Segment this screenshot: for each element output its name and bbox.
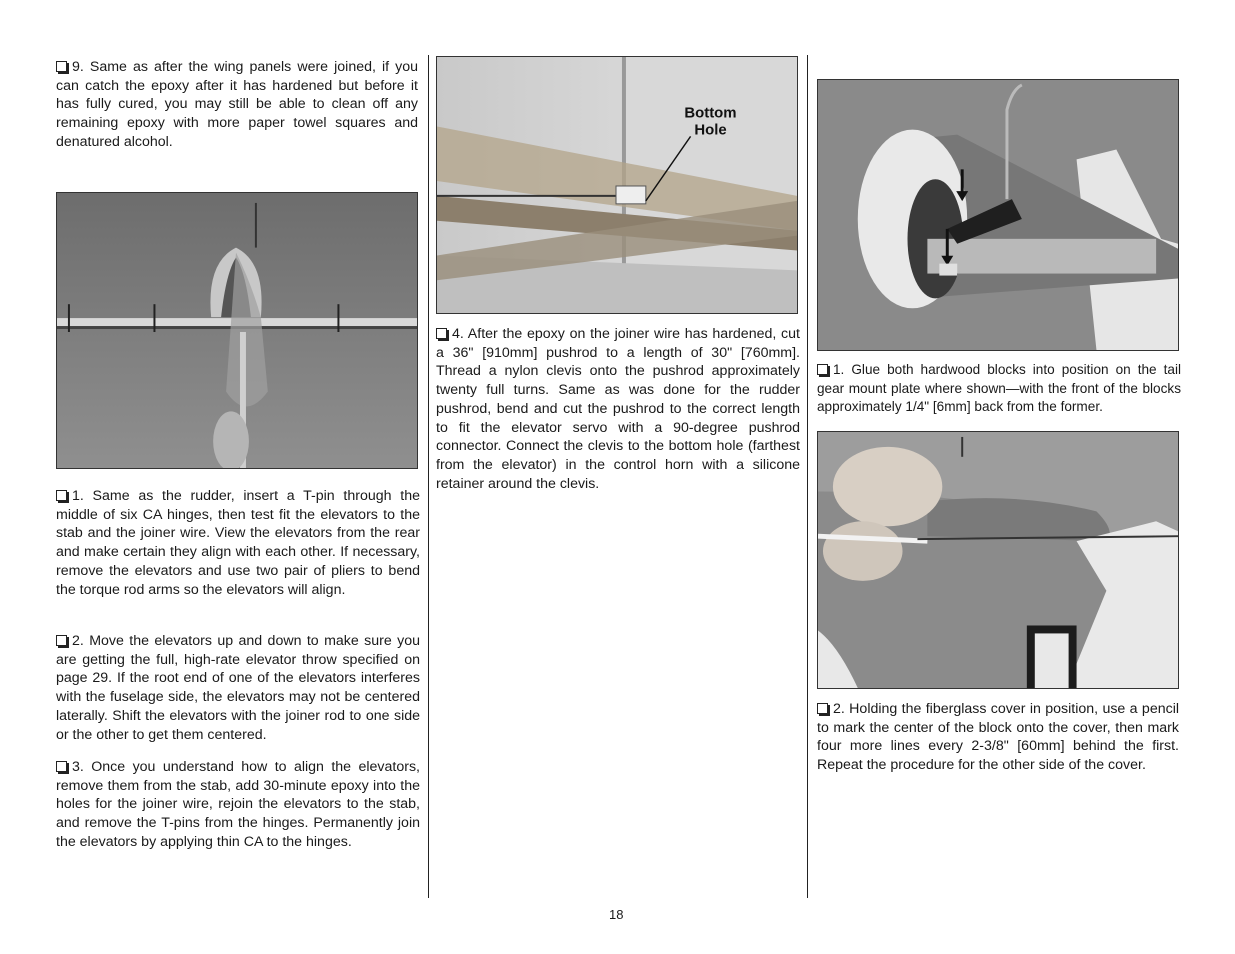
page-number: 18 — [609, 907, 624, 922]
col1-step3: 3. Once you understand how to align the elevators, remove them from the stab, add 30-minute epoxy into the holes for the joiner wire, rejoin the elevators to the stab, and remove the T-pins from the hinges. Permanently join the elevators by applying thin CA to the hinges. — [56, 759, 420, 850]
checkbox-icon[interactable] — [56, 490, 67, 501]
elevator-alignment-photo — [56, 192, 418, 469]
bottom-hole-label-line2: Hole — [694, 122, 727, 139]
col3-step2: 2. Holding the fiberglass cover in position, use a pencil to mark the center of the block onto the cover, then mark four more lines every 2-3/8" [60mm] behind the first. Repeat the procedure for the other side of the cover. — [817, 701, 1179, 774]
col3-step1: 1. Glue both hardwood blocks into position on the tail gear mount plate where shown—with the front of the blocks approximately 1/4" [6mm] back from the former. — [817, 362, 1181, 415]
checkbox-icon[interactable] — [56, 61, 67, 72]
checkbox-icon[interactable] — [817, 703, 828, 714]
col1-step2: 2. Move the elevators up and down to make sure you are getting the full, high-rate elevator throw specified on page 29. If the root end of one of the elevators interferes with the fuselage side, the elevators may not be centered laterally. Shift the elevators with the joiner rod to one side or the other to get them centered. — [56, 633, 420, 743]
checkbox-icon[interactable] — [56, 761, 67, 772]
column-divider-1 — [428, 55, 429, 898]
bottom-hole-label-line1: Bottom — [684, 105, 737, 122]
col2-step4: 4. After the epoxy on the joiner wire has hardened, cut a 36" [910mm] pushrod to a length of 30" [760mm]. Thread a nylon clevis onto the pushrod approximately twenty full turns. Same as was done for the rudder pushrod, bend and cut the pushrod to the correct length to fit the elevator servo with a 90-degree pushrod connector. Connect the clevis to the bottom hole (farthest from the elevator) in the control horn with a silicone retainer around the clevis. — [436, 326, 800, 492]
fiberglass-cover-photo — [817, 431, 1179, 689]
col1-step1: 1. Same as the rudder, insert a T-pin through the middle of six CA hinges, then test fit the elevators to the stab and the joiner wire. View the elevators from the rear and make certain they align with each other. If necessary, remove the elevators and use two pair of pliers to bend the torque rod arms so the elevators will align. — [56, 488, 420, 598]
column-divider-2 — [807, 55, 808, 898]
tail-gear-blocks-photo — [817, 79, 1179, 351]
checkbox-icon[interactable] — [56, 635, 67, 646]
checkbox-icon[interactable] — [817, 364, 828, 375]
control-horn-photo — [436, 56, 798, 314]
checkbox-icon[interactable] — [436, 328, 447, 339]
col1-step9: 9. Same as after the wing panels were joined, if you can catch the epoxy after it has hardened but before it has fully cured, you may still be able to clean off any remaining epoxy with more paper towel squares and denatured alcohol. — [56, 59, 418, 150]
